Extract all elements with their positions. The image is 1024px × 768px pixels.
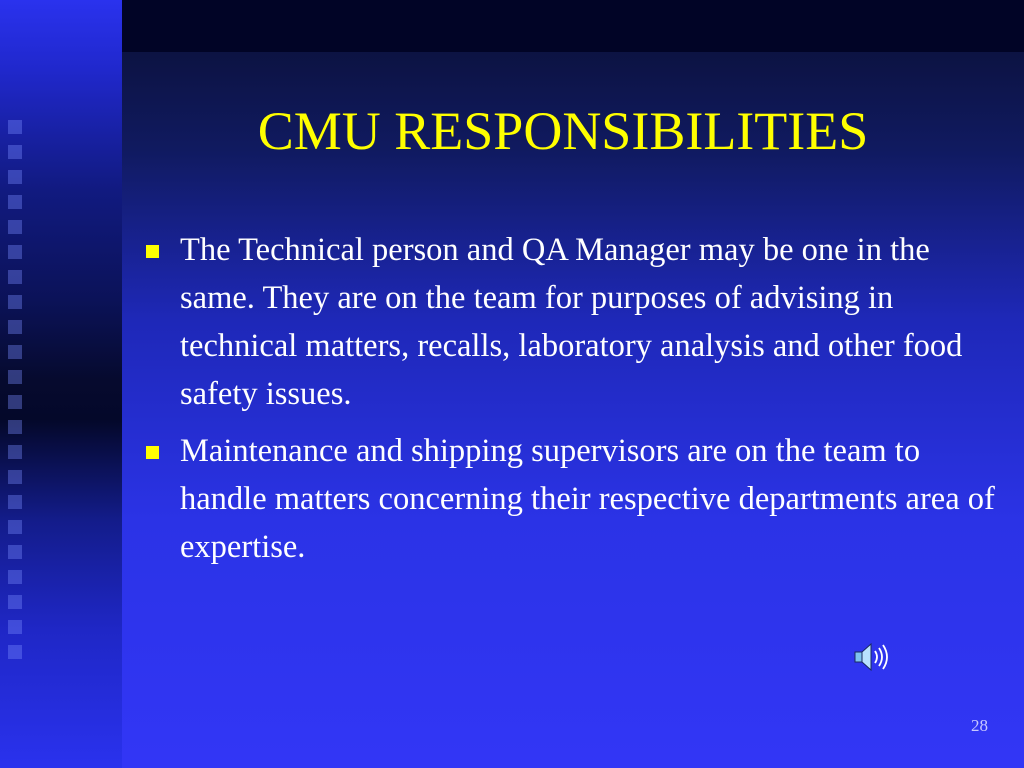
decorative-square <box>8 420 22 434</box>
decorative-square <box>8 520 22 534</box>
left-decorative-panel <box>0 0 122 768</box>
decorative-squares <box>5 120 29 670</box>
decorative-square <box>8 470 22 484</box>
bullet-text: The Technical person and QA Manager may be one in the same. They are on the team for purposes of advising in technical matters, recalls, laboratory analysis and other food safety issues. <box>180 232 963 412</box>
bullet-list <box>140 226 1000 580</box>
decorative-square <box>8 120 22 134</box>
speaker-icon-graphic <box>852 640 892 674</box>
decorative-square <box>8 645 22 659</box>
square-bullet-icon <box>146 446 159 459</box>
decorative-square <box>8 370 22 384</box>
decorative-square <box>8 220 22 234</box>
decorative-square <box>8 320 22 334</box>
square-bullet-icon <box>146 245 159 258</box>
decorative-square <box>8 495 22 509</box>
decorative-square <box>8 270 22 284</box>
decorative-square <box>8 620 22 634</box>
decorative-square <box>8 545 22 559</box>
decorative-square <box>8 345 22 359</box>
decorative-square <box>8 245 22 259</box>
decorative-square <box>8 395 22 409</box>
bullet-item <box>140 226 1000 418</box>
speaker-icon[interactable] <box>852 640 892 674</box>
page-number: 28 <box>971 716 988 735</box>
top-bar <box>0 0 1024 52</box>
slide-title: CMU RESPONSIBILITIES <box>257 101 869 161</box>
decorative-square <box>8 445 22 459</box>
decorative-square <box>8 195 22 209</box>
decorative-square <box>8 145 22 159</box>
decorative-square <box>8 595 22 609</box>
bullet-item <box>140 427 1000 571</box>
decorative-square <box>8 170 22 184</box>
bullet-text: Maintenance and shipping supervisors are on the team to handle matters concerning their respective departments area of expertise. <box>180 433 995 565</box>
decorative-square <box>8 295 22 309</box>
decorative-square <box>8 570 22 584</box>
